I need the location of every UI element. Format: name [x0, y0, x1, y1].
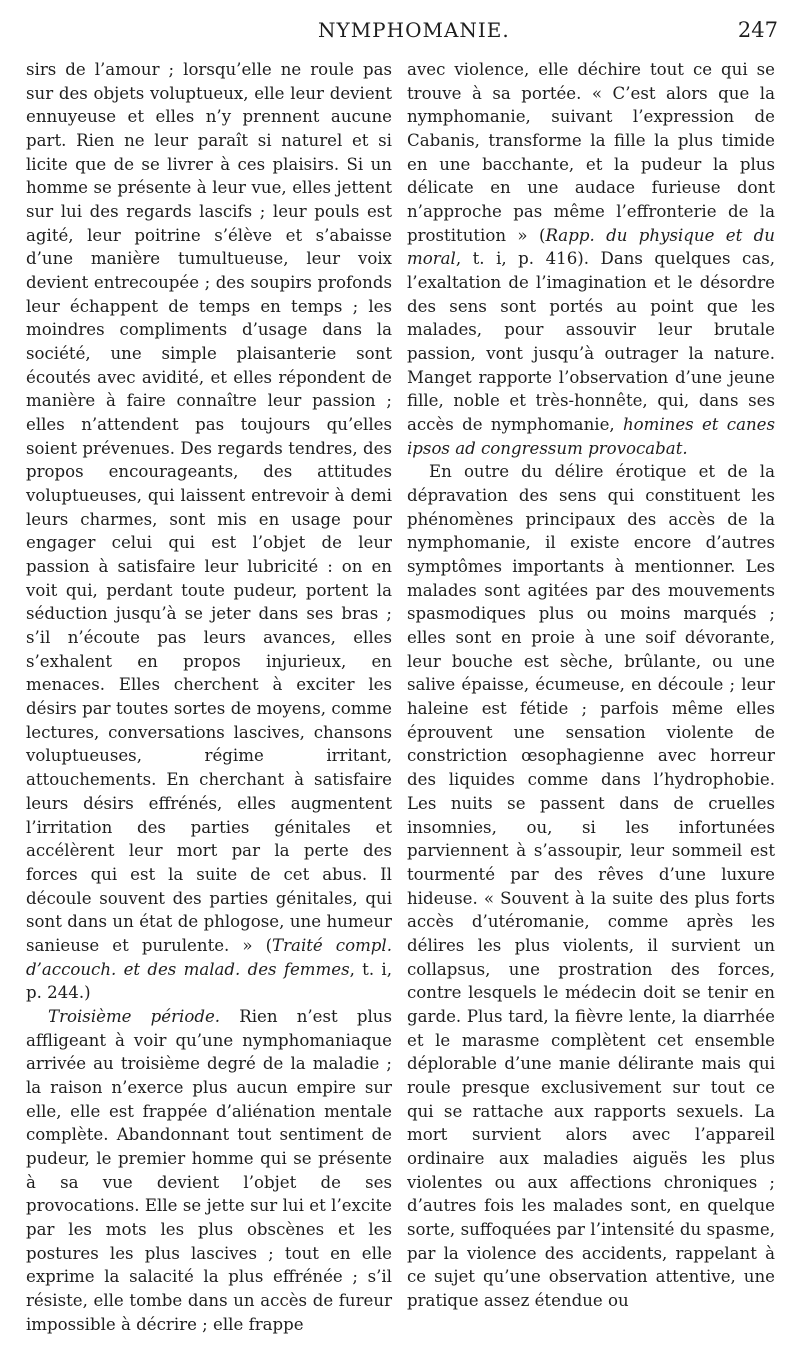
right-column	[407, 58, 775, 1313]
right-p1-text-cont: , t. i, p. 416). Dans quelques cas, l’exaltation de l’imagination et le désordre des sens sont portés au point que les malades, pour assouvir leur brutale passion, vont jusqu’à outrager la nature. Manget rapporte l’observation d’une jeune fille, noble et très-honnête, qui, dans ses accès de nymphomanie,	[407, 249, 775, 435]
left-p1-text: sirs de l’amour ; lorsqu’elle ne roule pas sur des objets voluptueux, elle leur devient ennuyeuse et elles n’y prennent aucune part. Rien ne leur paraît si naturel et si licite que de se livrer à ces plaisirs. Si un homme se présente à leur vue, elles jettent sur lui des regards lascifs ; leur pouls est agité, leur poitrine s’élève et s’abaisse d’une manière tumultueuse, leur voix devient entrecoupée ; des soupirs profonds leur échappent de temps en temps ; les moindres compliments d’usage dans la société, une simple plaisanterie sont écoutés avec avidité, et elles répondent de manière à faire connaître leur passion ; elles n’attendent pas toujours qu’elles soient prévenues. Des regards tendres, des propos encourageants, des attitudes voluptueuses, qui laissent entrevoir à demi leurs charmes, sont mis en usage pour engager celui qui est l’objet de leur passion à satisfaire leur lubricité : on en voit qui, perdant toute pudeur, portent la séduction jusqu’à se jeter dans ses bras ; s’il n’écoute pas leurs avances, elles s’exhalent en propos injurieux, en menaces. Elles cherchent à exciter les désirs par toutes sortes de moyens, comme lectures, conversations lascives, chansons voluptueuses, régime irritant, attouchements. En cherchant à satisfaire leurs désirs effrénés, elles augmentent l’irritation des parties génitales et accélèrent leur mort par la perte des forces qui est la suite de cet abus. Il découle souvent des parties génitales, qui sont dans un état de phlogose, une humeur sanieuse et purulente. » (	[26, 60, 392, 955]
left-p1-citation: Traité compl. d’accouch. et des malad. des femmes	[26, 935, 393, 979]
page-number: 247	[737, 18, 778, 42]
right-p1-text: avec violence, elle déchire tout ce qui se trouve à sa portée. « C’est alors que la nymphomanie, suivant l’expression de Cabanis, transforme la fille la plus timide en une bacchante, et la pudeur la plus délicate en une audace furieuse dont n’approche pas même l’effronterie de la prostitution » (	[407, 60, 775, 245]
right-paragraph-1	[407, 58, 775, 460]
right-p1-citation: Rapp. du physique et du moral	[407, 225, 775, 269]
left-column	[26, 58, 392, 1336]
left-paragraph-1	[26, 58, 392, 1005]
running-head	[0, 18, 800, 52]
left-p2-text: Rien n’est plus affligeant à voir qu’une nymphomaniaque arrivée au troisième degré de la maladie ; la raison n’exerce plus aucun empire sur elle, elle est frappée d’aliénation mentale complète. Abandonnant tout sentiment de pudeur, le premier homme qui se présente à sa vue devient l’objet de ses provocations. Elle se jette sur lui et l’excite par les mots les plus obscènes et les postures les plus lascives ; tout en elle exprime la salacité la plus effrénée ; s’il résiste, elle tombe dans un accès de fureur impossible à décrire ; elle frappe	[26, 1006, 392, 1334]
left-paragraph-2	[26, 1005, 392, 1336]
right-p1-latin: homines et canes ipsos ad congressum provocabat.	[407, 415, 775, 458]
running-title: NYMPHOMANIE.	[318, 18, 510, 42]
section-heading-troisieme-periode: Troisième période.	[48, 1006, 221, 1026]
right-paragraph-2: En outre du délire érotique et de la dépravation des sens qui constituent les phénomènes principaux des accès de la nymphomanie, il existe encore d’autres symptômes importants à mentionner. Les malades sont agitées par des mouvements spasmodiques plus ou moins marqués ; elles sont en proie à une soif dévorante, leur bouche est sèche, brûlante, ou une salive épaisse, écumeuse, en découle ; leur haleine est fétide ; parfois même elles éprouvent une sensation violente de constriction œsophagienne avec horreur des liquides comme dans l’hydrophobie. Les nuits se passent dans de cruelles insomnies, ou, si les infortunées parviennent à s’assoupir, leur sommeil est tourmenté par des rêves d’une luxure hideuse. « Souvent à la suite des plus forts accès d’utéromanie, comme après les délires les plus violents, il survient un collapsus, une prostration des forces, contre lesquels le médecin doit se tenir en garde. Plus tard, la fièvre lente, la diarrhée et le marasme complètent cet ensemble déplorable d’une manie délirante mais qui roule presque exclusivement sur tout ce qui se rattache aux rapports sexuels. La mort survient alors avec l’appareil ordinaire aux maladies aiguës les plus violentes ou aux affections chroniques ; d’autres fois les malades sont, en quelque sorte, suffoquées par l’intensité du spasme, par la violence des accidents, rappelant à ce sujet qu’une observation attentive, une pratique assez étendue ou	[407, 462, 775, 1310]
left-p1-citation-end: , t. i, p. 244.)	[26, 959, 392, 1003]
